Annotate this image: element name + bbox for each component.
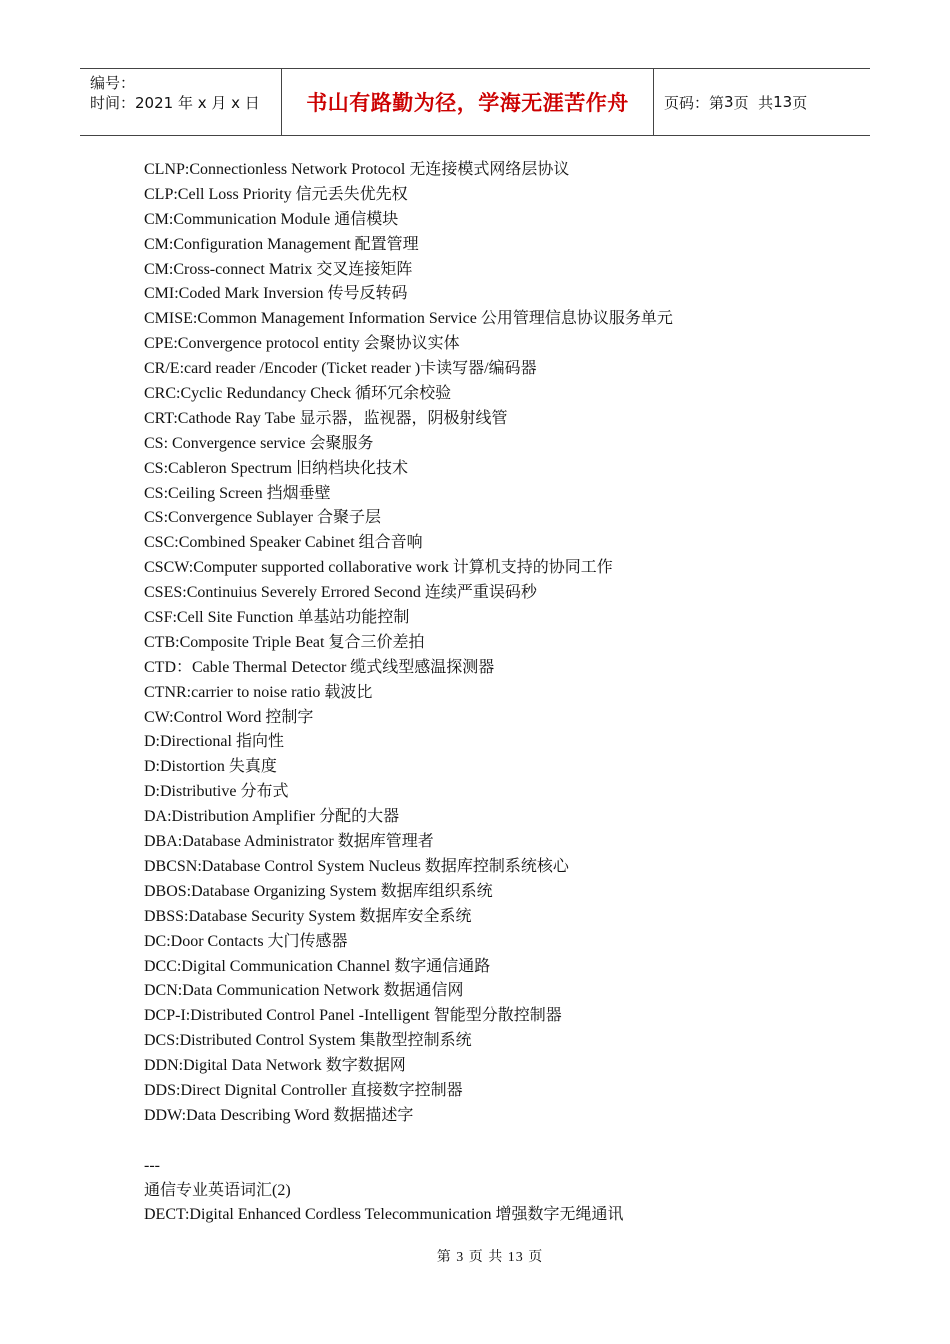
glossary-entry: CPE:Convergence protocol entity 会聚协议实体 <box>144 335 460 353</box>
glossary-entry: CLP:Cell Loss Priority 信元丢失优先权 <box>144 185 408 203</box>
page-suffix: 页 <box>792 93 808 112</box>
page-prefix: 页码：第 <box>664 93 725 112</box>
glossary-entry: DDW:Data Describing Word 数据描述字 <box>144 1106 414 1124</box>
glossary-entry: CR/E:card reader /Encoder (Ticket reader )卡读写器/编码器 <box>144 360 537 378</box>
page-total: 13 <box>773 93 793 111</box>
glossary-entry: DBCSN:Database Control System Nucleus 数据库控制系统核心 <box>144 857 569 875</box>
header-motto: 书山有路勤为径，学海无涯苦作舟 <box>282 69 654 135</box>
section-separator: --- <box>144 1156 160 1174</box>
glossary-list <box>144 158 864 1129</box>
glossary-entry: CSES:Continuius Severely Errored Second 连续严重误码秒 <box>144 584 537 602</box>
page-header <box>80 68 870 136</box>
glossary-entry: CS:Ceiling Screen 挡烟垂壁 <box>144 484 331 502</box>
glossary-entry: CM:Cross-connect Matrix 交叉连接矩阵 <box>144 260 413 278</box>
glossary-entry: CSC:Combined Speaker Cabinet 组合音响 <box>144 534 423 552</box>
glossary-body <box>144 158 864 1228</box>
glossary-entry: DCN:Data Communication Network 数据通信网 <box>144 982 464 1000</box>
glossary-entry: CRC:Cyclic Redundancy Check 循环冗余校验 <box>144 385 452 403</box>
glossary-entry: CS:Convergence Sublayer 合聚子层 <box>144 509 382 527</box>
glossary-entry: CTB:Composite Triple Beat 复合三价差拍 <box>144 633 425 651</box>
header-page-number <box>654 69 870 135</box>
document-number-label: 编号： <box>90 74 136 92</box>
glossary-entry: D:Distributive 分布式 <box>144 783 289 801</box>
glossary-entry: CW:Control Word 控制字 <box>144 708 314 726</box>
document-date: 时间：2021 年 x 月 x 日 <box>90 94 260 112</box>
glossary-entry: CM:Communication Module 通信模块 <box>144 210 399 228</box>
glossary-entry: DDN:Digital Data Network 数字数据网 <box>144 1057 406 1075</box>
glossary-entry: DCC:Digital Communication Channel 数字通信通路 <box>144 957 491 975</box>
glossary-entry: CSCW:Computer supported collaborative work 计算机支持的协同工作 <box>144 559 613 577</box>
page-footer: 第 3 页 共 13 页 <box>436 1250 544 1265</box>
blank-line <box>144 1129 864 1154</box>
glossary-entry: DBSS:Database Security System 数据库安全系统 <box>144 907 472 925</box>
page-mid: 页 共 <box>733 93 774 112</box>
glossary-entry: CMI:Coded Mark Inversion 传号反转码 <box>144 285 408 303</box>
glossary-entry: DDS:Direct Dignital Controller 直接数字控制器 <box>144 1081 463 1099</box>
glossary-entry: D:Directional 指向性 <box>144 733 284 751</box>
glossary-entry: D:Distortion 失真度 <box>144 758 277 776</box>
glossary-entry: CLNP:Connectionless Network Protocol 无连接模式网络层协议 <box>144 161 570 178</box>
page-current: 3 <box>724 93 734 111</box>
glossary-entry: DBOS:Database Organizing System 数据库组织系统 <box>144 882 493 900</box>
glossary-entry: DA:Distribution Amplifier 分配的大器 <box>144 808 400 826</box>
glossary-entry: CS: Convergence service 会聚服务 <box>144 434 374 452</box>
glossary-entry: DBA:Database Administrator 数据库管理者 <box>144 833 434 851</box>
glossary-entry: CSF:Cell Site Function 单基站功能控制 <box>144 609 410 627</box>
glossary-entry: CMISE:Common Management Information Service 公用管理信息协议服务单元 <box>144 310 673 328</box>
glossary-entry: DECT:Digital Enhanced Cordless Telecommunication 增强数字无绳通讯 <box>144 1206 624 1224</box>
glossary-entry: CTD：Cable Thermal Detector 缆式线型感温探测器 <box>144 658 495 676</box>
glossary-entry: CS:Cableron Spectrum 旧纳档块化技术 <box>144 459 408 477</box>
glossary-entry: DCP-I:Distributed Control Panel -Intelligent 智能型分散控制器 <box>144 1007 562 1025</box>
glossary-entry: CTNR:carrier to noise ratio 载波比 <box>144 683 373 701</box>
glossary-entry: CRT:Cathode Ray Tabe 显示器，监视器，阴极射线管 <box>144 409 508 427</box>
glossary-entry: CM:Configuration Management 配置管理 <box>144 235 419 253</box>
glossary-entry: DCS:Distributed Control System 集散型控制系统 <box>144 1032 472 1050</box>
section-title: 通信专业英语词汇(2) <box>144 1181 291 1199</box>
header-meta <box>80 69 282 135</box>
glossary-entry: DC:Door Contacts 大门传感器 <box>144 932 348 950</box>
